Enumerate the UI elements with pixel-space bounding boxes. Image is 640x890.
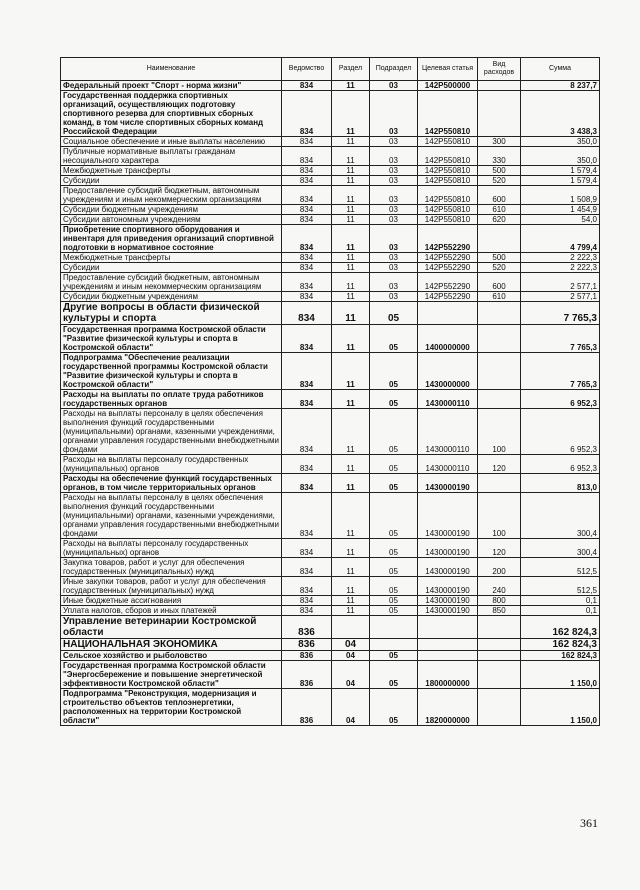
row-subsection: 03 [370,215,418,225]
row-department: 834 [282,409,332,455]
row-section: 11 [332,577,370,596]
row-expense-type: 600 [478,273,521,292]
row-subsection: 05 [370,409,418,455]
row-department: 834 [282,539,332,558]
row-sum: 813,0 [521,474,600,493]
row-sum: 7 765,3 [521,353,600,390]
row-department: 834 [282,606,332,616]
row-sum: 0,1 [521,596,600,606]
row-name: Расходы на выплаты персоналу в целях обеспечения выполнения функций государственными (муниципальными) органами, казенными учреждениями, органами управления государственными внебюджетными фондами [61,493,282,539]
row-subsection [370,616,418,639]
row-subsection: 03 [370,91,418,137]
row-section: 11 [332,474,370,493]
header-section: Раздел [332,58,370,81]
table-row [61,325,600,353]
row-target-article: 142P552290 [418,263,478,273]
row-expense-type [478,639,521,651]
table-row [61,147,600,166]
row-section: 04 [332,689,370,726]
row-name: Иные закупки товаров, работ и услуг для обеспечения государственных (муниципальных) нужд [61,577,282,596]
row-expense-type: 240 [478,577,521,596]
row-name: Расходы на выплаты персоналу государственных (муниципальных) органов [61,539,282,558]
row-target-article: 1430000190 [418,558,478,577]
row-target-article: 142P552290 [418,253,478,263]
row-expense-type [478,225,521,253]
row-section: 11 [332,596,370,606]
table-row [61,353,600,390]
table-row [61,689,600,726]
table-row [61,91,600,137]
row-name: Государственная поддержка спортивных организаций, осуществляющих подготовку спортивного резерва для спортивных сборных команд, в том числе спортивных сборных команд Российской Федерации [61,91,282,137]
row-expense-type: 120 [478,539,521,558]
row-subsection: 05 [370,651,418,661]
row-subsection: 05 [370,325,418,353]
row-section: 11 [332,353,370,390]
row-name: Государственная программа Костромской области "Энергосбережение и повышение энергетической эффективности Костромской области" [61,661,282,689]
row-section: 11 [332,91,370,137]
row-expense-type: 500 [478,253,521,263]
row-target-article [418,302,478,325]
table-body [61,81,600,726]
row-sum: 3 438,3 [521,91,600,137]
row-section: 11 [332,225,370,253]
row-expense-type: 520 [478,263,521,273]
row-target-article: 142P550810 [418,91,478,137]
row-subsection: 05 [370,661,418,689]
row-target-article: 142P550810 [418,186,478,205]
row-section: 11 [332,147,370,166]
row-target-article: 1800000000 [418,661,478,689]
row-subsection: 03 [370,176,418,186]
row-department: 834 [282,292,332,302]
row-sum: 2 222,3 [521,263,600,273]
budget-table [60,57,600,726]
row-name: Расходы на выплаты персоналу государственных (муниципальных) органов [61,455,282,474]
page-number: 361 [580,816,598,830]
row-department: 834 [282,273,332,292]
row-department: 834 [282,325,332,353]
row-department: 834 [282,137,332,147]
row-name: Субсидии автономным учреждениям [61,215,282,225]
row-department: 834 [282,558,332,577]
row-sum: 54,0 [521,215,600,225]
row-expense-type [478,325,521,353]
row-department: 834 [282,81,332,91]
row-target-article: 142P550810 [418,176,478,186]
row-subsection: 05 [370,689,418,726]
row-name: Управление ветеринарии Костромской области [61,616,282,639]
row-expense-type: 600 [478,186,521,205]
table-row [61,539,600,558]
table-row [61,81,600,91]
row-expense-type [478,302,521,325]
row-sum: 6 952,3 [521,455,600,474]
row-department: 834 [282,253,332,263]
row-subsection: 03 [370,205,418,215]
row-name: Государственная программа Костромской области "Развитие физической культуры и спорта в Костромской области" [61,325,282,353]
row-department: 836 [282,639,332,651]
row-department: 834 [282,474,332,493]
row-department: 836 [282,616,332,639]
row-name: Расходы на обеспечение функций государственных органов, в том числе территориальных органов [61,474,282,493]
row-expense-type: 120 [478,455,521,474]
table-row [61,186,600,205]
row-target-article: 1430000190 [418,577,478,596]
header-name: Наименование [61,58,282,81]
row-sum: 1 150,0 [521,689,600,726]
row-department: 834 [282,205,332,215]
row-sum: 2 222,3 [521,253,600,263]
header-subsection: Подраздел [370,58,418,81]
row-sum: 350,0 [521,147,600,166]
table-row [61,639,600,651]
row-sum: 7 765,3 [521,302,600,325]
row-subsection: 03 [370,137,418,147]
row-target-article: 1430000000 [418,353,478,390]
row-expense-type [478,651,521,661]
row-section: 11 [332,409,370,455]
row-department: 836 [282,651,332,661]
row-name: Публичные нормативные выплаты гражданам несоциального характера [61,147,282,166]
row-name: Расходы на выплаты по оплате труда работников государственных органов [61,390,282,409]
table-row [61,558,600,577]
row-subsection: 05 [370,353,418,390]
row-department: 834 [282,166,332,176]
row-name: Закупка товаров, работ и услуг для обеспечения государственных (муниципальных) нужд [61,558,282,577]
row-subsection [370,639,418,651]
table-row [61,263,600,273]
row-sum: 0,1 [521,606,600,616]
row-target-article: 142P552290 [418,225,478,253]
row-expense-type: 100 [478,493,521,539]
row-expense-type: 100 [478,409,521,455]
row-department: 834 [282,215,332,225]
row-name: Субсидии [61,176,282,186]
row-department: 834 [282,147,332,166]
table-row [61,661,600,689]
row-department: 834 [282,91,332,137]
row-expense-type: 300 [478,137,521,147]
row-department: 834 [282,263,332,273]
table-row [61,390,600,409]
row-name: Межбюджетные трансферты [61,166,282,176]
row-sum: 162 824,3 [521,616,600,639]
row-target-article: 1430000190 [418,493,478,539]
row-sum: 300,4 [521,539,600,558]
row-sum: 8 237,7 [521,81,600,91]
row-expense-type: 800 [478,596,521,606]
table-row [61,273,600,292]
row-subsection: 05 [370,302,418,325]
row-sum: 162 824,3 [521,651,600,661]
row-department: 834 [282,493,332,539]
row-target-article: 142P552290 [418,292,478,302]
table-row [61,253,600,263]
row-expense-type: 610 [478,205,521,215]
row-name: Другие вопросы в области физической культуры и спорта [61,302,282,325]
row-subsection: 03 [370,225,418,253]
row-section: 11 [332,186,370,205]
row-section: 11 [332,215,370,225]
row-name: Подпрограмма "Обеспечение реализации государственной программы Костромской области "Развитие физической культуры и спорта в Костромской области" [61,353,282,390]
table-row [61,651,600,661]
row-name: Предоставление субсидий бюджетным, автономным учреждениям и иным некоммерческим организациям [61,186,282,205]
row-section: 11 [332,205,370,215]
row-subsection: 05 [370,539,418,558]
row-section: 11 [332,273,370,292]
row-subsection: 05 [370,474,418,493]
row-sum: 1 579,4 [521,176,600,186]
row-sum: 1 150,0 [521,661,600,689]
row-expense-type: 520 [478,176,521,186]
row-section: 11 [332,176,370,186]
row-expense-type [478,390,521,409]
row-expense-type: 200 [478,558,521,577]
table-row [61,292,600,302]
table-header-row [61,58,600,81]
row-subsection: 03 [370,166,418,176]
table-row [61,474,600,493]
row-section: 11 [332,137,370,147]
row-section: 04 [332,651,370,661]
row-name: Подпрограмма "Реконструкция, модернизация и строительство объектов теплоэнергетики, расположенных на территории Костромской области" [61,689,282,726]
row-sum: 300,4 [521,493,600,539]
row-subsection: 03 [370,147,418,166]
row-name: Социальное обеспечение и иные выплаты населению [61,137,282,147]
row-subsection: 03 [370,292,418,302]
row-section: 11 [332,493,370,539]
table-row [61,215,600,225]
table-row [61,455,600,474]
row-target-article [418,616,478,639]
table-row [61,493,600,539]
row-department: 834 [282,186,332,205]
row-name: Приобретение спортивного оборудования и инвентаря для приведения организаций спортивной подготовки в нормативное состояние [61,225,282,253]
row-section: 11 [332,302,370,325]
row-target-article: 1430000190 [418,474,478,493]
row-target-article: 1400000000 [418,325,478,353]
row-target-article: 1820000000 [418,689,478,726]
row-expense-type [478,353,521,390]
row-subsection: 03 [370,253,418,263]
row-expense-type: 850 [478,606,521,616]
row-section: 04 [332,639,370,651]
row-section: 11 [332,455,370,474]
row-target-article [418,651,478,661]
row-sum: 1 579,4 [521,166,600,176]
row-target-article: 142P550810 [418,205,478,215]
table-row [61,137,600,147]
row-expense-type [478,474,521,493]
row-department: 834 [282,390,332,409]
row-section: 11 [332,558,370,577]
header-sum: Сумма [521,58,600,81]
table-row [61,205,600,215]
row-target-article: 1430000190 [418,596,478,606]
header-expense-type: Вид расходов [478,58,521,81]
row-subsection: 03 [370,263,418,273]
row-expense-type: 330 [478,147,521,166]
row-section: 11 [332,606,370,616]
row-target-article: 1430000110 [418,409,478,455]
row-expense-type [478,689,521,726]
row-subsection: 03 [370,186,418,205]
row-subsection: 05 [370,493,418,539]
row-section: 04 [332,661,370,689]
row-subsection: 05 [370,596,418,606]
row-target-article: 142P550810 [418,137,478,147]
row-target-article: 142P552290 [418,273,478,292]
table-row [61,596,600,606]
row-department: 834 [282,596,332,606]
table-row [61,409,600,455]
row-section: 11 [332,390,370,409]
row-subsection: 03 [370,81,418,91]
row-sum: 4 799,4 [521,225,600,253]
table-row [61,225,600,253]
row-sum: 350,0 [521,137,600,147]
row-sum: 1 454,9 [521,205,600,215]
row-sum: 7 765,3 [521,325,600,353]
row-sum: 162 824,3 [521,639,600,651]
row-department: 834 [282,225,332,253]
header-department: Ведомство [282,58,332,81]
row-sum: 6 952,3 [521,390,600,409]
header-target-article: Целевая статья [418,58,478,81]
row-sum: 2 577,1 [521,273,600,292]
row-name: Субсидии бюджетным учреждениям [61,205,282,215]
row-section: 11 [332,263,370,273]
row-section: 11 [332,539,370,558]
row-department: 834 [282,176,332,186]
row-department: 836 [282,661,332,689]
row-name: Уплата налогов, сборов и иных платежей [61,606,282,616]
row-section: 11 [332,292,370,302]
table-row [61,616,600,639]
row-sum: 2 577,1 [521,292,600,302]
row-subsection: 05 [370,558,418,577]
row-target-article: 142P550810 [418,166,478,176]
row-subsection: 05 [370,606,418,616]
row-target-article: 142P550810 [418,215,478,225]
row-sum: 512,5 [521,577,600,596]
row-section: 11 [332,325,370,353]
row-sum: 6 952,3 [521,409,600,455]
row-department: 836 [282,689,332,726]
row-department: 834 [282,302,332,325]
row-target-article: 1430000190 [418,539,478,558]
row-expense-type [478,661,521,689]
row-name: Сельское хозяйство и рыболовство [61,651,282,661]
row-expense-type [478,91,521,137]
row-sum: 512,5 [521,558,600,577]
row-expense-type: 500 [478,166,521,176]
row-section [332,616,370,639]
row-name: Субсидии [61,263,282,273]
row-expense-type: 610 [478,292,521,302]
row-section: 11 [332,253,370,263]
row-target-article: 1430000110 [418,455,478,474]
row-name: Иные бюджетные ассигнования [61,596,282,606]
row-subsection: 05 [370,455,418,474]
row-name: Федеральный проект "Спорт - норма жизни" [61,81,282,91]
row-section: 11 [332,81,370,91]
row-department: 834 [282,353,332,390]
table-row [61,176,600,186]
row-name: Межбюджетные трансферты [61,253,282,263]
row-section: 11 [332,166,370,176]
row-target-article: 1430000110 [418,390,478,409]
table-row [61,166,600,176]
row-name: НАЦИОНАЛЬНАЯ ЭКОНОМИКА [61,639,282,651]
table-row [61,577,600,596]
row-subsection: 05 [370,577,418,596]
row-department: 834 [282,455,332,474]
row-sum: 1 508,9 [521,186,600,205]
table-row [61,606,600,616]
row-target-article: 142P550810 [418,147,478,166]
row-name: Субсидии бюджетным учреждениям [61,292,282,302]
row-name: Предоставление субсидий бюджетным, автономным учреждениям и иным некоммерческим организациям [61,273,282,292]
row-department: 834 [282,577,332,596]
row-subsection: 03 [370,273,418,292]
row-target-article: 142P500000 [418,81,478,91]
row-target-article [418,639,478,651]
row-subsection: 05 [370,390,418,409]
row-target-article: 1430000190 [418,606,478,616]
table-row [61,302,600,325]
row-expense-type [478,81,521,91]
row-name: Расходы на выплаты персоналу в целях обеспечения выполнения функций государственными (муниципальными) органами, казенными учреждениями, органами управления государственными внебюджетными фондами [61,409,282,455]
row-expense-type [478,616,521,639]
row-expense-type: 620 [478,215,521,225]
